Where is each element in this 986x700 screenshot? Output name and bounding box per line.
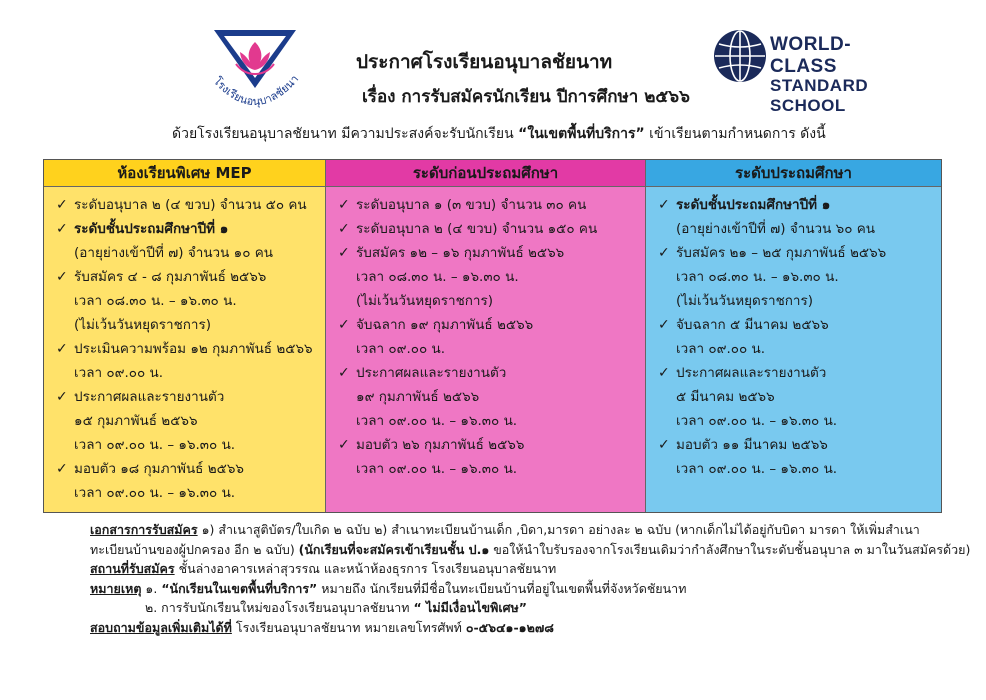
documents-note-cont [90,540,970,560]
remark-note-2 [90,598,970,618]
column-preschool [326,160,646,512]
checklist-line: ระดับอนุบาล ๑ (๓ ขวบ) จำนวน ๓๐ คน [356,197,587,213]
checklist-item [338,241,645,313]
school-logo [200,20,310,130]
remark-1-number: ๑. [141,580,162,596]
remark-1-term: “นักเรียนในเขตพื้นที่บริการ” [161,580,318,596]
column-items [326,187,645,481]
checklist-line: จับฉลาก ๕ มีนาคม ๒๕๖๖ [676,317,829,333]
checklist-line: มอบตัว ๑๑ มีนาคม ๒๕๖๖ [676,437,828,453]
checkmark-icon: ✓ [338,365,350,381]
checkmark-icon: ✓ [56,221,68,237]
checkmark-icon: ✓ [658,197,670,213]
school-logo-text: โรงเรียนอนุบาลชัยนา [210,72,302,109]
remark-1-text: หมายถึง นักเรียนที่มีชื่อในทะเบียนบ้านที่อยู่ในเขตพื้นที่จังหวัดชัยนาท [317,580,687,596]
checkmark-icon: ✓ [338,197,350,213]
checklist-line: ประกาศผลและรายงานตัว [676,365,827,381]
checkmark-icon: ✓ [56,341,68,357]
schedule-table [43,159,942,513]
checklist-line: เวลา ๐๙.๐๐ น. [676,341,766,357]
checklist-item-lines [676,193,875,241]
remark-label: หมายเหตุ [90,580,142,596]
checklist-item [56,385,325,457]
notes-section [90,520,970,637]
wcs-line1: WORLD-CLASS [770,34,852,77]
checklist-item-lines [74,265,266,337]
checklist-item-lines [676,241,886,313]
checklist-line: ประกาศผลและรายงานตัว [356,365,507,381]
checklist-item-lines [356,361,517,433]
checklist-item-lines [676,361,837,433]
checklist-item-lines [74,385,235,457]
checklist-item [338,217,645,241]
page-title: ประกาศโรงเรียนอนุบาลชัยนาท [356,51,613,73]
checkmark-icon: ✓ [338,437,350,453]
checklist-line: ๑๙ กุมภาพันธ์ ๒๕๖๖ [356,389,480,405]
checklist-line: เวลา ๐๙.๐๐ น. [74,365,164,381]
documents-text-2: ทะเบียนบ้านของผู้ปกครอง อีก ๒ ฉบับ) [90,541,299,557]
checkmark-icon: ✓ [56,197,68,213]
contact-note [90,618,970,638]
checklist-item-lines [356,193,586,217]
checklist-line: (ไม่เว้นวันหยุดราชการ) [356,293,494,309]
contact-label: สอบถามข้อมูลเพิ่มเติมได้ที่ [90,619,232,635]
checklist-item [338,433,645,481]
checklist-line: (ไม่เว้นวันหยุดราชการ) [74,317,212,333]
checkmark-icon: ✓ [658,245,670,261]
checkmark-icon: ✓ [56,389,68,405]
intro-suffix: เข้าเรียนตามกำหนดการ ดังนี้ [644,126,826,142]
place-label: สถานที่รับสมัคร [90,561,175,576]
checklist-item [56,337,325,385]
checklist-line: เวลา ๐๙.๐๐ น. – ๑๖.๓๐ น. [74,437,236,453]
checklist-line: เวลา ๐๙.๐๐ น. – ๑๖.๓๐ น. [676,461,838,477]
documents-label: เอกสารการรับสมัคร [90,522,198,537]
checklist-item [338,313,645,361]
place-note [90,559,970,579]
page-subtitle: เรื่อง การรับสมัครนักเรียน ปีการศึกษา ๒๕๖๖ [362,87,690,107]
checklist-line: มอบตัว ๒๖ กุมภาพันธ์ ๒๕๖๖ [356,437,525,453]
checkmark-icon: ✓ [658,317,670,333]
documents-text-3: ขอให้นำใบรับรองจากโรงเรียนเดิมว่ากำลังศึกษาในระดับชั้นอนุบาล ๓ มาในวันสมัครด้วย) [489,541,971,557]
checklist-line: (อายุย่างเข้าปีที่ ๗) จำนวน ๑๐ คน [74,245,274,261]
checklist-line: รับสมัคร ๒๑ – ๒๕ กุมภาพันธ์ ๒๕๖๖ [676,245,887,261]
column-mep [44,160,326,512]
column-items [646,187,941,481]
checklist-line: เวลา ๐๘.๓๐ น. – ๑๖.๓๐ น. [74,293,237,309]
checkmark-icon: ✓ [338,221,350,237]
checklist-item [658,313,941,361]
checklist-line: เวลา ๐๙.๐๐ น. – ๑๖.๓๐ น. [356,413,518,429]
column-heading-preschool: ระดับก่อนประถมศึกษา [326,160,645,187]
column-heading-primary: ระดับประถมศึกษา [646,160,941,187]
checklist-line: ระดับอนุบาล ๒ (๔ ขวบ) จำนวน ๕๐ คน [74,197,307,213]
checklist-line: เวลา ๐๙.๐๐ น. [356,341,446,357]
documents-p1-note: (นักเรียนที่จะสมัครเข้าเรียนชั้น ป.๑ [298,541,490,557]
checklist-item-lines [356,217,597,241]
checklist-item [658,433,941,481]
checklist-item [658,241,941,313]
checklist-line: ประกาศผลและรายงานตัว [74,389,225,405]
checklist-line: (อายุย่างเข้าปีที่ ๗) จำนวน ๖๐ คน [676,221,876,237]
checklist-item-lines [356,433,524,481]
checkmark-icon: ✓ [56,269,68,285]
remark-2-term: “ ไม่มีเงื่อนไขพิเศษ” [413,600,527,615]
contact-phone: ๐-๕๖๔๑-๑๒๗๘ [465,619,554,635]
checklist-line: ประเมินความพร้อม ๑๒ กุมภาพันธ์ ๒๕๖๖ [74,341,313,357]
intro-text [172,123,826,145]
checklist-item [338,361,645,433]
remark-note-1 [90,579,970,599]
column-primary [646,160,941,512]
checklist-item-lines [74,193,307,217]
checklist-line: มอบตัว ๑๘ กุมภาพันธ์ ๒๕๖๖ [74,461,244,477]
checklist-line: เวลา ๐๘.๓๐ น. – ๑๖.๓๐ น. [356,269,519,285]
checklist-item [56,193,325,217]
checklist-item-lines [356,241,564,313]
wcs-line2: STANDARD SCHOOL [770,76,869,115]
checklist-item [56,265,325,337]
lotus-triangle-emblem-icon [200,20,310,130]
checklist-item [56,457,325,505]
checklist-line: ๑๕ กุมภาพันธ์ ๒๕๖๖ [74,413,198,429]
documents-note [90,520,970,540]
contact-text: โรงเรียนอนุบาลชัยนาท หมายเลขโทรศัพท์ [231,619,466,635]
documents-text: ๑) สำเนาสูติบัตร/ใบเกิด ๒ ฉบับ ๒) สำเนาทะเบียนบ้านเด็ก ,บิดา,มารดา อย่างละ ๒ ฉบับ (หากเด็กไม่ได้อยู่กับบิดา มารดา ให้เพิ่มสำเนา [197,522,920,537]
checklist-line: รับสมัคร ๔ - ๘ กุมภาพันธ์ ๒๕๖๖ [74,269,267,285]
checklist-line: รับสมัคร ๑๒ – ๑๖ กุมภาพันธ์ ๒๕๖๖ [356,245,565,261]
checklist-line: เวลา ๐๙.๐๐ น. – ๑๖.๓๐ น. [356,461,518,477]
checklist-line: (ไม่เว้นวันหยุดราชการ) [676,293,814,309]
intro-prefix: ด้วยโรงเรียนอนุบาลชัยนาท มีความประสงค์จะรับนักเรียน [172,126,519,142]
checklist-line: เวลา ๐๙.๐๐ น. – ๑๖.๓๐ น. [676,413,838,429]
checklist-item-lines [74,217,273,265]
remark-2-text: ๒. การรับนักเรียนใหม่ของโรงเรียนอนุบาลชัยนาท [145,600,414,615]
checklist-line: ๕ มีนาคม ๒๕๖๖ [676,389,775,405]
checklist-item [658,361,941,433]
checkmark-icon: ✓ [658,437,670,453]
checklist-item-lines [676,313,829,361]
checkmark-icon: ✓ [338,245,350,261]
checklist-item-lines [356,313,533,361]
column-items [44,187,325,505]
checklist-item-lines [676,433,837,481]
intro-service-area: “ในเขตพื้นที่บริการ” [518,126,645,142]
place-text: ชั้นล่างอาคารเหล่าสุวรรณ และหน้าห้องธุรการ โรงเรียนอนุบาลชัยนาท [174,561,557,576]
checkmark-icon: ✓ [56,461,68,477]
checklist-line: ระดับชั้นประถมศึกษาปีที่ ๑ [676,197,831,213]
announcement-header [0,0,986,160]
checklist-item [56,217,325,265]
world-class-logo [712,24,902,115]
checklist-line: จับฉลาก ๑๙ กุมภาพันธ์ ๒๕๖๖ [356,317,534,333]
checklist-line: เวลา ๐๙.๐๐ น. – ๑๖.๓๐ น. [74,485,236,501]
checklist-item-lines [74,457,244,505]
checklist-line: ระดับอนุบาล ๒ (๔ ขวบ) จำนวน ๑๕๐ คน [356,221,598,237]
column-heading-mep: ห้องเรียนพิเศษ MEP [44,160,325,187]
checklist-item [658,193,941,241]
globe-icon [712,28,768,84]
checklist-item-lines [74,337,313,385]
checkmark-icon: ✓ [658,365,670,381]
checkmark-icon: ✓ [338,317,350,333]
checklist-item [338,193,645,217]
checklist-line: ระดับชั้นประถมศึกษาปีที่ ๑ [74,221,229,237]
checklist-line: เวลา ๐๘.๓๐ น. – ๑๖.๓๐ น. [676,269,839,285]
